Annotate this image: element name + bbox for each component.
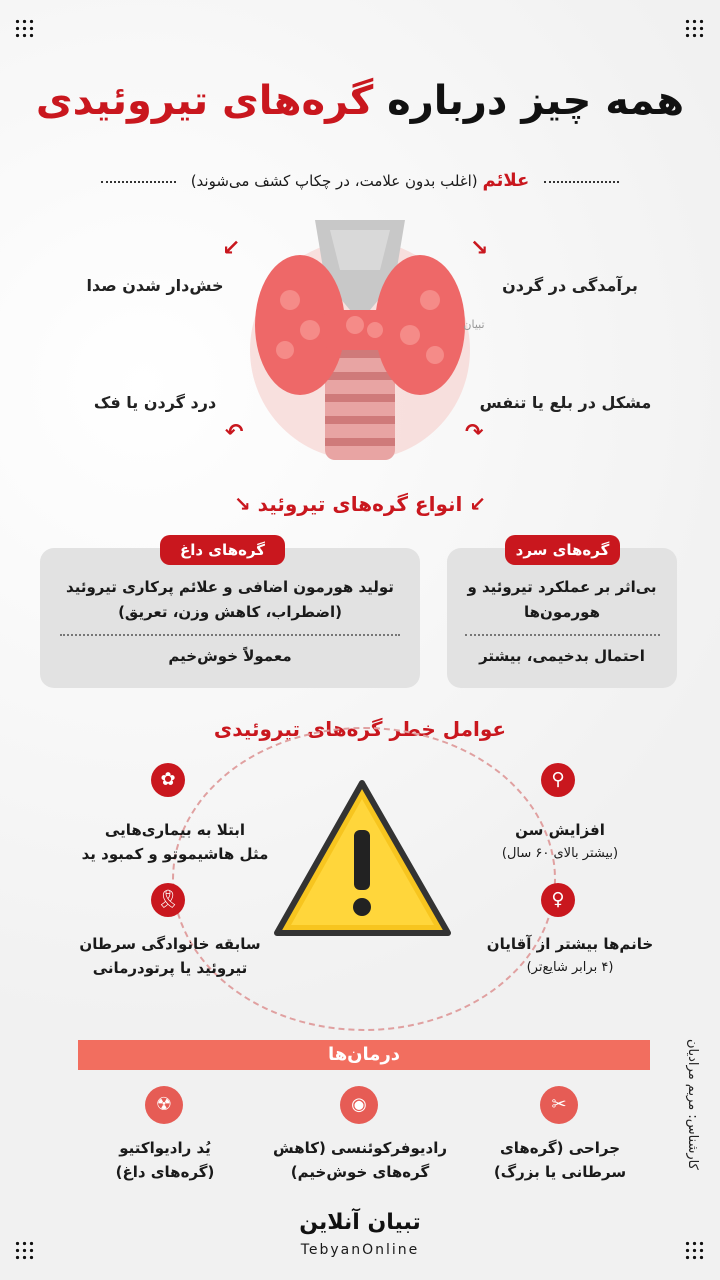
risk-item-women bbox=[470, 932, 670, 980]
risk-line-1: خانم‌ها بیشتر از آقایان bbox=[486, 935, 654, 953]
woman-icon: ♀ bbox=[541, 883, 575, 917]
treatment-line-2: سرطانی یا بزرگ) bbox=[493, 1163, 627, 1181]
title-part-2: گره‌های تیروئیدی bbox=[35, 78, 374, 124]
treatment-line-1: جراحی (گره‌های bbox=[499, 1139, 621, 1157]
thyroid-icon: ✿ bbox=[151, 763, 185, 797]
cold-nodules-line-3: احتمال بدخیمی، بیشتر bbox=[479, 647, 645, 665]
ribbon-icon: 🎗 bbox=[151, 883, 185, 917]
treatment-line-2: (گره‌های داغ) bbox=[115, 1163, 215, 1181]
watermark: تبیان bbox=[463, 318, 485, 331]
symptom-item: برآمدگی در گردن bbox=[502, 276, 638, 295]
symptoms-heading: علائم bbox=[482, 170, 530, 191]
risk-line-2: تیروئید یا پرتودرمانی bbox=[92, 959, 248, 977]
risk-item-age bbox=[470, 818, 650, 866]
risk-line-1: سابقه خانوادگی سرطان bbox=[79, 935, 261, 953]
warning-icon bbox=[270, 775, 455, 945]
title-part-1: همه چیز درباره bbox=[387, 78, 685, 124]
scalpel-icon: ✂ bbox=[540, 1086, 578, 1124]
corner-dots-top-left bbox=[14, 18, 36, 40]
symptom-item: درد گردن یا فک bbox=[93, 393, 217, 412]
thyroid-illustration bbox=[230, 200, 490, 470]
risk-line-2: (بیشتر بالای ۶۰ سال) bbox=[501, 846, 619, 861]
types-heading: ↙ انواع گره‌های تیروئید ↘ bbox=[233, 492, 487, 516]
hot-nodules-line-2: (اضطراب، کاهش وزن، تعریق) bbox=[118, 603, 342, 621]
treatment-item-radiofrequency bbox=[260, 1136, 460, 1184]
treatment-line-1: رادیوفرکوئنسی (کاهش bbox=[272, 1139, 448, 1157]
arrow-icon: ↘ bbox=[470, 236, 489, 261]
hot-nodules-line-3: معمولاً خوش‌خیم bbox=[168, 647, 292, 665]
risk-line-2: مثل هاشیموتو و کمبود ید bbox=[81, 845, 269, 863]
curly-arrow-icon: ↶ bbox=[225, 420, 244, 445]
treatment-line-1: یُد رادیواکتیو bbox=[119, 1139, 211, 1157]
cane-icon: ⚲ bbox=[541, 763, 575, 797]
corner-dots-top-right bbox=[684, 18, 706, 40]
risk-item-family-history bbox=[70, 932, 270, 980]
treatments-heading: درمان‌ها bbox=[78, 1040, 650, 1070]
symptoms-note: (اغلب بدون علامت، در چکاپ کشف می‌شوند) bbox=[190, 172, 478, 190]
symptom-item: خش‌دار شدن صدا bbox=[86, 276, 224, 295]
symptoms-header bbox=[0, 170, 720, 191]
divider bbox=[60, 634, 400, 636]
treatment-line-2: گره‌های خوش‌خیم) bbox=[290, 1163, 430, 1181]
risk-line-1: ابتلا به بیماری‌هایی bbox=[104, 821, 246, 839]
radiofrequency-icon: ◉ bbox=[340, 1086, 378, 1124]
dots-divider bbox=[544, 181, 619, 183]
curly-arrow-icon: ↷ bbox=[465, 420, 484, 445]
treatment-item-surgery bbox=[480, 1136, 640, 1184]
symptom-item: مشکل در بلع یا تنفس bbox=[479, 393, 652, 412]
risk-line-2: (۴ برابر شایع‌تر) bbox=[526, 960, 614, 975]
arrow-icon: ↘ bbox=[233, 492, 258, 516]
treatment-item-radioactive-iodine bbox=[90, 1136, 240, 1184]
radioactive-icon: ☢ bbox=[145, 1086, 183, 1124]
hot-nodules-label: گره‌های داغ bbox=[160, 535, 285, 565]
logo-fa: تبیان آنلاین bbox=[299, 1210, 421, 1235]
cold-nodules-line-2: هورمون‌ها bbox=[524, 603, 600, 621]
arrow-icon: ↙ bbox=[222, 236, 241, 261]
hot-nodules-line-1: تولید هورمون اضافی و علائم پرکاری تیروئید bbox=[66, 578, 394, 596]
credit: کارشناس: مریم مرادیان bbox=[685, 1039, 700, 1170]
cold-nodules-label: گره‌های سرد bbox=[505, 535, 620, 565]
divider bbox=[465, 634, 660, 636]
page-title bbox=[0, 78, 720, 124]
logo-en: TebyanOnline bbox=[300, 1242, 420, 1258]
risk-heading: عوامل خطر گره‌های تیروئیدی bbox=[213, 717, 507, 741]
risk-line-1: افزایش سن bbox=[515, 821, 605, 839]
dots-divider bbox=[101, 181, 176, 183]
risk-item-disease bbox=[80, 818, 270, 866]
cold-nodules-line-1: بی‌اثر بر عملکرد تیروئید و bbox=[467, 578, 657, 596]
arrow-icon: ↙ bbox=[462, 492, 487, 516]
